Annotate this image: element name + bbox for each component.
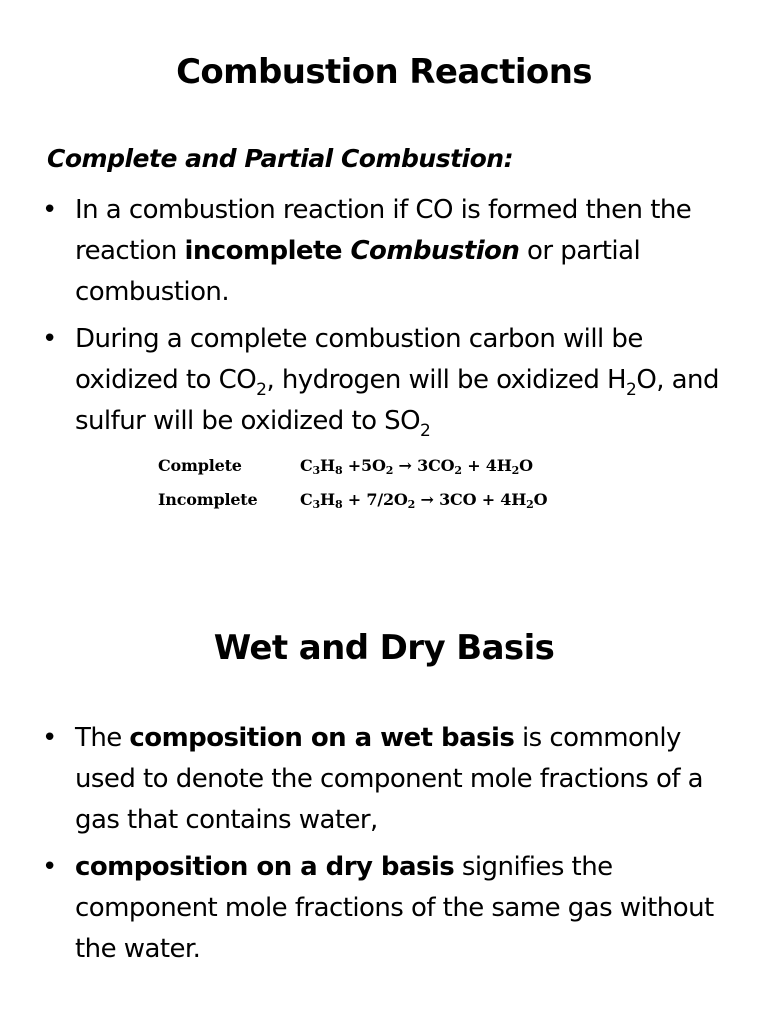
subscript: 2 [626, 380, 637, 400]
bullet-dot-icon: • [42, 324, 57, 354]
bullet-list-combustion [0, 190, 768, 448]
bullet-item-co-formed [0, 190, 768, 313]
bullet-list-basis [0, 718, 768, 976]
subscript: 2 [256, 380, 267, 400]
bullet-text: , hydrogen will be oxidized H [266, 365, 627, 395]
reaction-equation: $C_3H_8 + 7/2O_2 \to 3CO + 4H_2O$ [300, 489, 548, 511]
slide-title-combustion-reactions: Combustion Reactions [176, 52, 592, 92]
bullet-item-complete-combustion [0, 319, 768, 442]
subheading-complete-partial: Complete and Partial Combustion: [47, 144, 514, 173]
reaction-label: Complete [158, 455, 242, 475]
bullet-text: In a combustion reaction if CO is formed then the reaction [75, 195, 692, 266]
reaction-equation: $C_3H_8 +5O_2 \to 3CO_2 + 4H_2O$ [300, 455, 533, 477]
bold-term-dry-basis: composition on a dry basis [75, 852, 455, 882]
reaction-row-complete [158, 448, 547, 482]
reaction-row-incomplete [158, 482, 547, 516]
bullet-text: O, and sulfur will be oxidized to SO [75, 365, 719, 436]
subscript: 2 [420, 421, 431, 441]
bullet-text: or partial combustion. [75, 236, 641, 307]
bullet-text: During a complete combustion carbon will be oxidized to CO [75, 324, 643, 395]
bullet-text: The [75, 723, 130, 753]
bullet-dot-icon: • [42, 723, 57, 753]
bullet-dot-icon: • [42, 195, 57, 225]
reaction-equations-table [158, 448, 547, 516]
slide-title-wet-dry-basis: Wet and Dry Basis [213, 628, 555, 668]
bullet-dot-icon: • [42, 852, 57, 882]
reaction-label: Incomplete [158, 489, 258, 509]
bold-italic-term-combustion: Combustion [350, 236, 520, 266]
bullet-text: is commonly used to denote the component mole fractions of a gas that contains water, [75, 723, 704, 835]
bold-term-incomplete: incomplete [184, 236, 351, 266]
bullet-item-dry-basis [0, 847, 768, 970]
bold-term-wet-basis: composition on a wet basis [129, 723, 515, 753]
bullet-text: signifies the component mole fractions of the same gas without the water. [75, 852, 714, 964]
bullet-item-wet-basis [0, 718, 768, 841]
